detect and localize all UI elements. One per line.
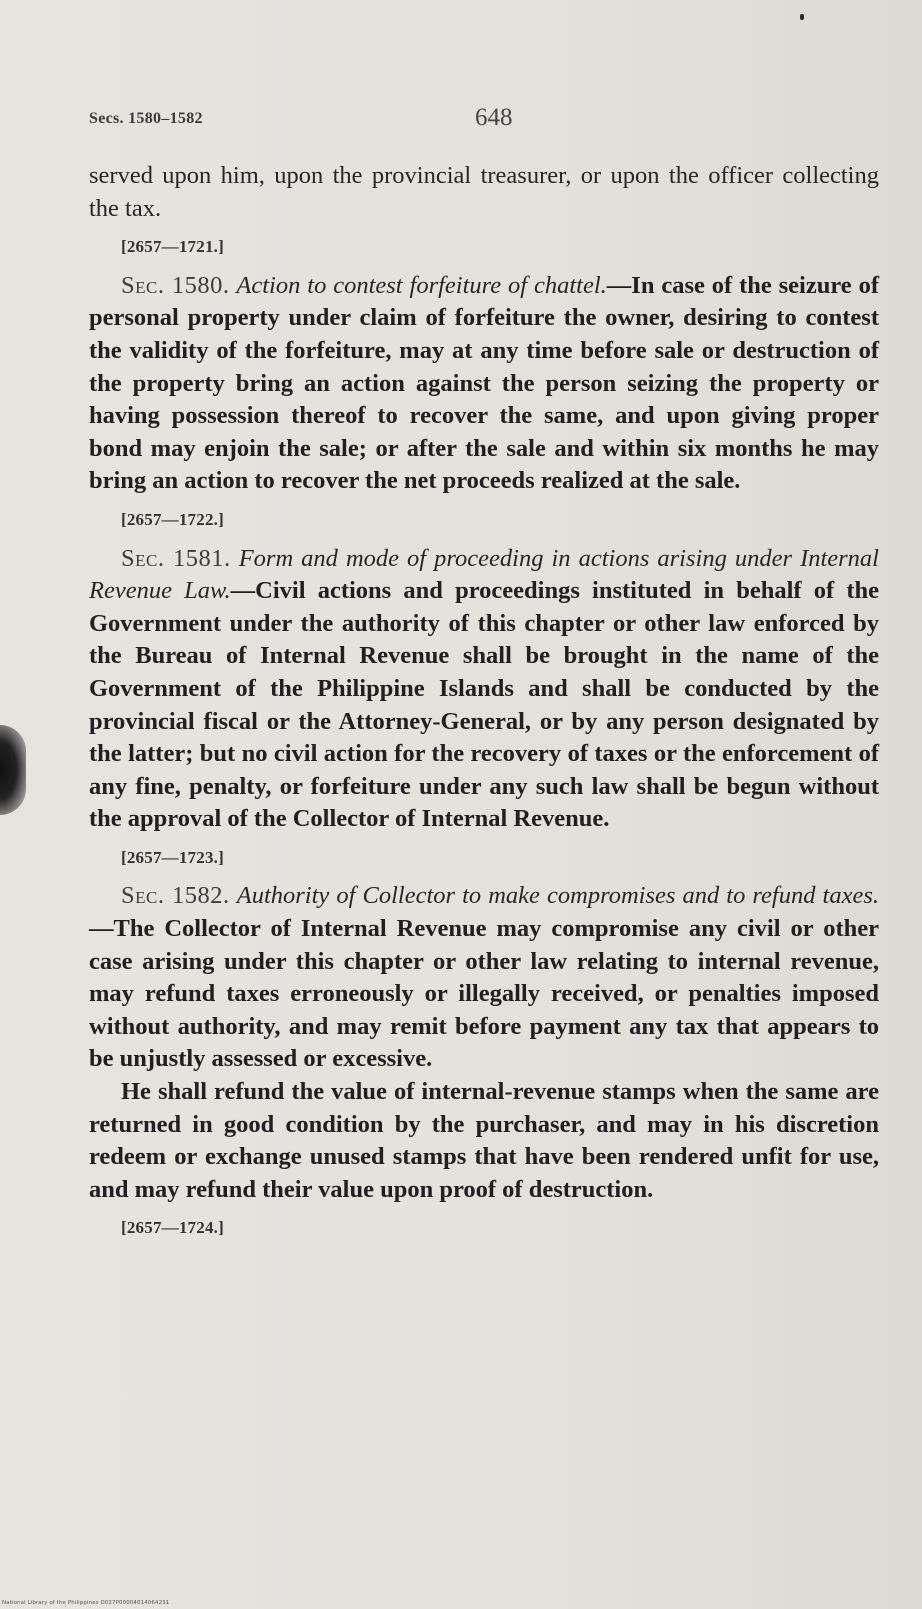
section-1580-title: Action to contest forfeiture of chattel.	[236, 271, 607, 299]
reference-1721: [2657—1721.]	[121, 237, 224, 257]
section-1580-label: Sec. 1580.	[121, 271, 230, 299]
section-1582	[89, 880, 879, 1076]
section-1582-text: —The Collector of Internal Revenue may compromise any civil or other case arising under this chapter or other law relating to internal revenue, may refund taxes erroneously or illegally received, or penalties imposed without authority, and may remit before payment any tax that appears to be unjustly assessed or excessive.	[89, 915, 879, 1073]
section-1582-label: Sec. 1582.	[121, 882, 230, 910]
section-1580-text: —In case of the seizure of personal property under claim of forfeiture the owner, desiring to contest the validity of the forfeiture, may at any time before sale or destruction of the property bring an action against the person seizing the property or having possession thereof to recover the same, and upon giving proper bond may enjoin the sale; or after the sale and within six months he may bring an action to recover the net proceeds realized at the sale.	[89, 271, 879, 495]
sections-range: Secs. 1580–1582	[89, 110, 203, 127]
scan-speck	[800, 14, 804, 20]
section-1581-label: Sec. 1581.	[121, 544, 231, 572]
section-1580	[89, 270, 879, 498]
continuation-paragraph: served upon him, upon the provincial treasurer, or upon the officer collecting the tax.	[89, 162, 879, 222]
reference-1723: [2657—1723.]	[121, 847, 224, 867]
page-header	[89, 104, 879, 144]
page-body	[89, 160, 879, 1251]
section-1581	[89, 543, 879, 836]
section-1581-title: Form and mode of proceeding in actions arising under Internal Revenue Law.	[89, 544, 879, 605]
reference-1724: [2657—1724.]	[121, 1218, 224, 1238]
page-number: 648	[475, 104, 513, 131]
section-1581-text: —Civil actions and proceedings instituted in behalf of the Government under the authority of this chapter or other law enforced by the Bureau of Internal Revenue shall be brought in the name of the Government of the Philippine Islands and shall be conducted by the provincial fiscal or the Attorney-General, or by any person designated by the latter; but no civil action for the recovery of taxes or the enforcement of any fine, penalty, or forfeiture under any such law shall be begun without the approval of the Collector of Internal Revenue.	[89, 577, 879, 833]
refund-stamps-paragraph: He shall refund the value of internal-revenue stamps when the same are returned in good condition by the purchaser, and may in his discretion redeem or exchange unused stamps that have been rendered unfit for use, and may refund their value upon proof of destruction.	[89, 1078, 879, 1203]
section-1582-title: Authority of Collector to make compromises and to refund taxes.	[236, 882, 879, 910]
binding-shadow	[0, 725, 26, 815]
scan-credit: National Library of the Philippines D027P00004014064231	[2, 1600, 170, 1606]
reference-1722: [2657—1722.]	[121, 509, 224, 529]
